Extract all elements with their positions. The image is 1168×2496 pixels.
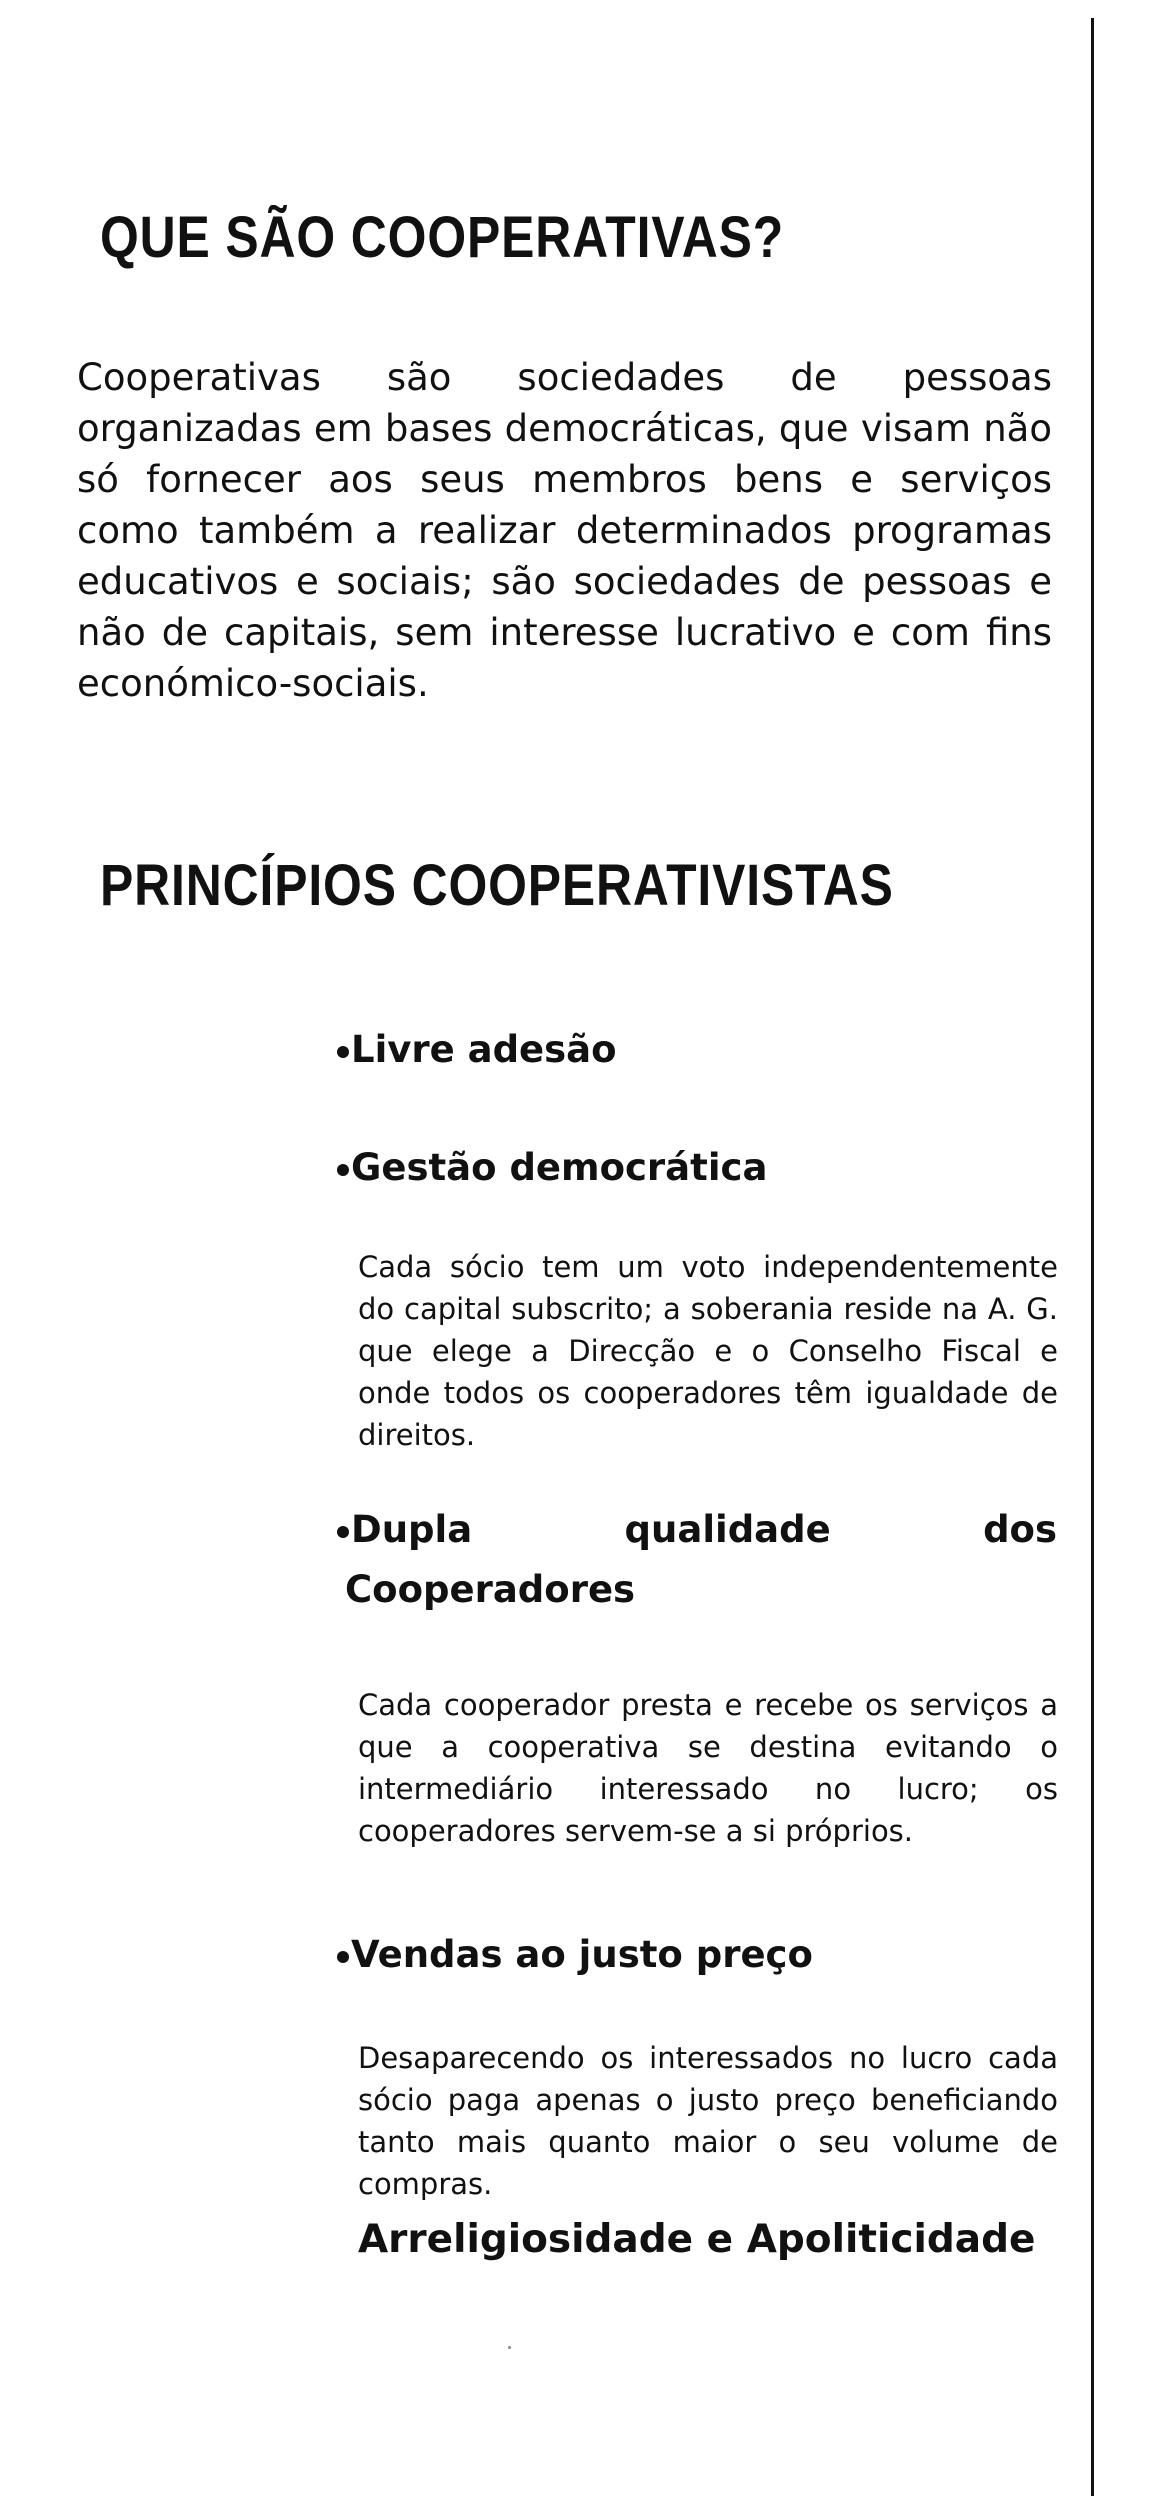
- principle-vendas-justo-preco: [345, 1925, 1065, 1985]
- principle-gestao-democratica: [345, 1138, 1065, 1198]
- bullet-icon: [337, 1951, 349, 1963]
- intro-paragraph: Cooperativas são sociedades de pessoas organizadas em bases democráticas, que visam não só fornecer aos seus membros bens e serviços como também a realizar determinados programas educativos e sociais; são sociedades de pessoas e não de capitais, sem interesse lucrativo e com fins económico-sociais.: [77, 356, 1052, 705]
- principle-description-dupla: Cada cooperador presta e recebe os serviços a que a cooperativa se destina evitando o intermediário interessado no lucro; os cooperadores servem-se a si próprios.: [358, 1688, 1058, 1848]
- bullet-icon: [337, 1164, 349, 1176]
- principle-dupla-qualidade: [345, 1500, 1057, 1620]
- principle-livre-adesao: [345, 1020, 1065, 1080]
- principle-title: Dupla qualidade dos Cooperadores: [345, 1508, 1057, 1611]
- bullet-icon: [337, 1526, 349, 1538]
- principle-title: Livre adesão: [351, 1028, 617, 1071]
- principle-arreligiosidade: Arreligiosidade e Apoliticidade: [358, 2217, 1036, 2262]
- bullet-icon: [337, 1046, 349, 1058]
- heading-que-sao-cooperativas: QUE SÃO COOPERATIVAS?: [100, 205, 785, 270]
- principle-title: Vendas ao justo preço: [351, 1933, 813, 1976]
- vertical-rule: [1091, 18, 1094, 2496]
- principle-title: Gestão democrática: [351, 1146, 768, 1189]
- heading-principios-cooperativistas: PRINCÍPIOS COOPERATIVISTAS: [100, 853, 894, 918]
- principle-description-vendas: Desaparecendo os interessados no lucro cada sócio paga apenas o justo preço beneficiando tanto mais quanto maior o seu volume de compras.: [358, 2041, 1058, 2201]
- stray-dot: [508, 2346, 511, 2349]
- principle-description-gestao: Cada sócio tem um voto independentemente do capital subscrito; a soberania reside na A. G. que elege a Direcção e o Conselho Fiscal e onde todos os cooperadores têm igualdade de direitos.: [358, 1250, 1058, 1452]
